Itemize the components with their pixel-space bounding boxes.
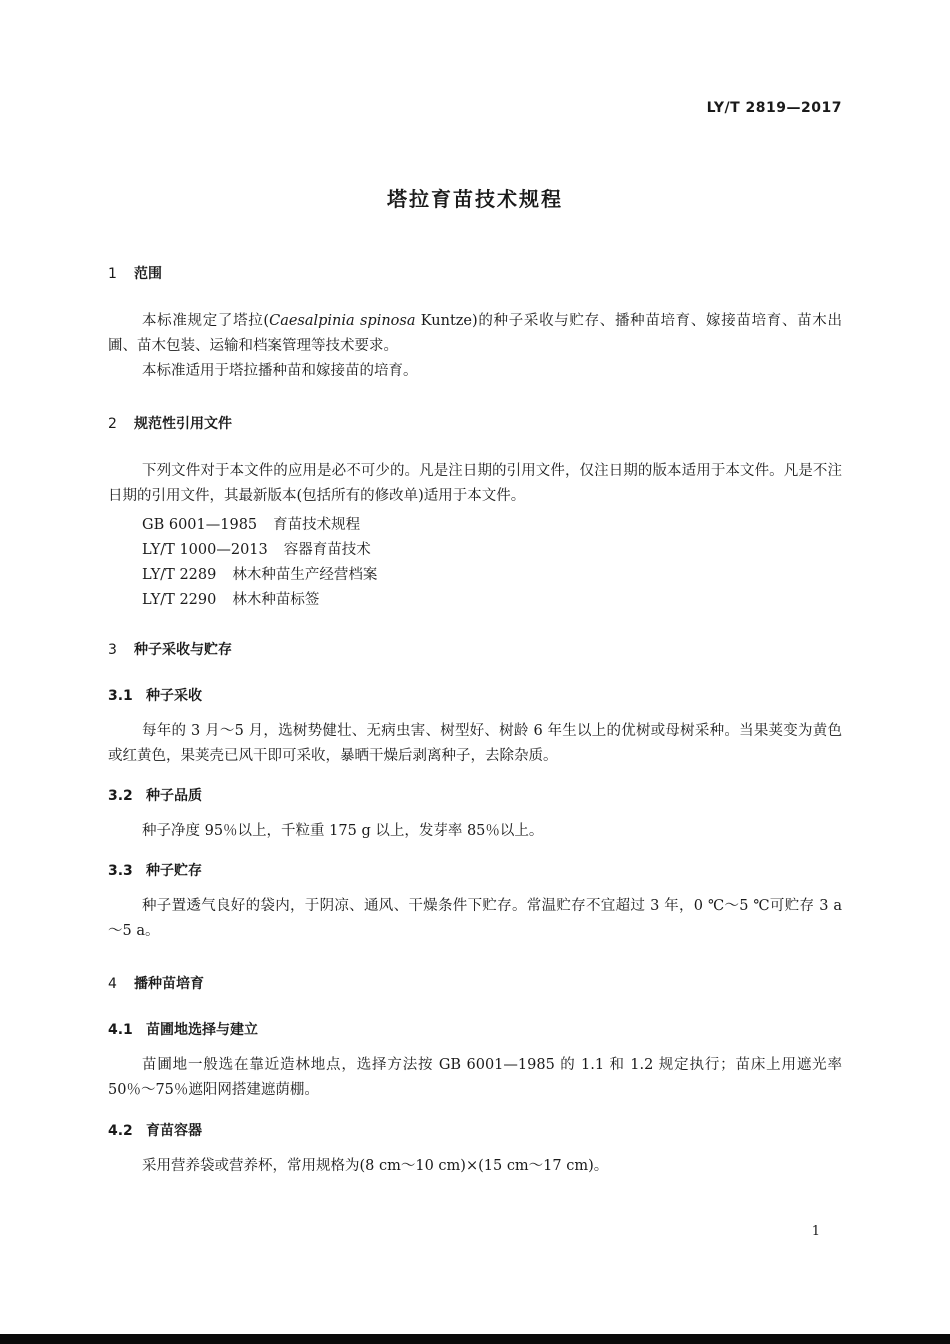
subsection-3-2-paragraph: 种子净度 95％以上，千粒重 175 g 以上，发芽率 85％以上。 xyxy=(142,823,544,839)
section-4-heading xyxy=(108,973,204,993)
section-title: 种子采收与贮存 xyxy=(134,642,232,658)
reference-item: LY/T 1000—2013 容器育苗技术 xyxy=(142,542,371,558)
section-title: 范围 xyxy=(134,266,162,282)
subsection-3-2-heading: 3.2 种子品质 xyxy=(108,788,202,804)
subsection-3-3-heading: 3.3 种子贮存 xyxy=(108,863,202,879)
section-number: 1 xyxy=(108,266,117,282)
subsection-4-1-heading: 4.1 苗圃地选择与建立 xyxy=(108,1022,258,1038)
section-number: 3 xyxy=(108,642,117,658)
section-2-paragraph-1: 下列文件对于本文件的应用是必不可少的。凡是注日期的引用文件，仅注日期的版本适用于本文件。凡是不注日期的引用文件，其最新版本(包括所有的修改单)适用于本文件。 xyxy=(108,463,842,504)
subsection-3-1-heading: 3.1 种子采收 xyxy=(108,688,202,704)
page-number: 1 xyxy=(811,1224,820,1239)
section-title: 规范性引用文件 xyxy=(134,416,232,432)
section-2-heading xyxy=(108,413,232,433)
section-number: 4 xyxy=(108,976,117,992)
bottom-border xyxy=(0,1334,950,1344)
subsection-4-1-paragraph: 苗圃地一般选在靠近造林地点，选择方法按 GB 6001—1985 的 1.1 和 1.2 规定执行；苗床上用遮光率 50％～75％遮阳网搭建遮荫棚。 xyxy=(108,1057,842,1098)
section-3-heading xyxy=(108,639,232,659)
latin-name: Caesalpinia spinosa xyxy=(269,313,416,329)
reference-item: LY/T 2290 林木种苗标签 xyxy=(142,592,320,608)
section-1-paragraph-1: 本标准规定了塔拉(Caesalpinia spinosa Kuntze)的种子采收与贮存、播种苗培育、嫁接苗培育、苗木出圃、苗木包装、运输和档案管理等技术要求。 xyxy=(108,313,842,354)
section-1-paragraph-2: 本标准适用于塔拉播种苗和嫁接苗的培育。 xyxy=(142,363,418,379)
subsection-3-1-paragraph: 每年的 3 月～5 月，选树势健壮、无病虫害、树型好、树龄 6 年生以上的优树或母树采种。当果荚变为黄色或红黄色，果荚壳已风干即可采收，暴晒干燥后剥离种子，去除杂质。 xyxy=(108,723,842,764)
reference-item: LY/T 2289 林木种苗生产经营档案 xyxy=(142,567,378,583)
reference-item: GB 6001—1985 育苗技术规程 xyxy=(142,517,361,533)
section-number: 2 xyxy=(108,416,117,432)
section-title: 播种苗培育 xyxy=(134,976,204,992)
document-title: 塔拉育苗技术规程 xyxy=(387,187,563,211)
subsection-4-2-paragraph: 采用营养袋或营养杯，常用规格为(8 cm～10 cm)×(15 cm～17 cm)。 xyxy=(142,1158,609,1174)
subsection-3-3-paragraph: 种子置透气良好的袋内，于阴凉、通风、干燥条件下贮存。常温贮存不宜超过 3 年，0 ℃～5 ℃可贮存 3 a～5 a。 xyxy=(108,898,842,939)
subsection-4-2-heading: 4.2 育苗容器 xyxy=(108,1123,202,1139)
section-1-heading xyxy=(108,263,162,283)
standard-number: LY/T 2819—2017 xyxy=(706,100,842,116)
